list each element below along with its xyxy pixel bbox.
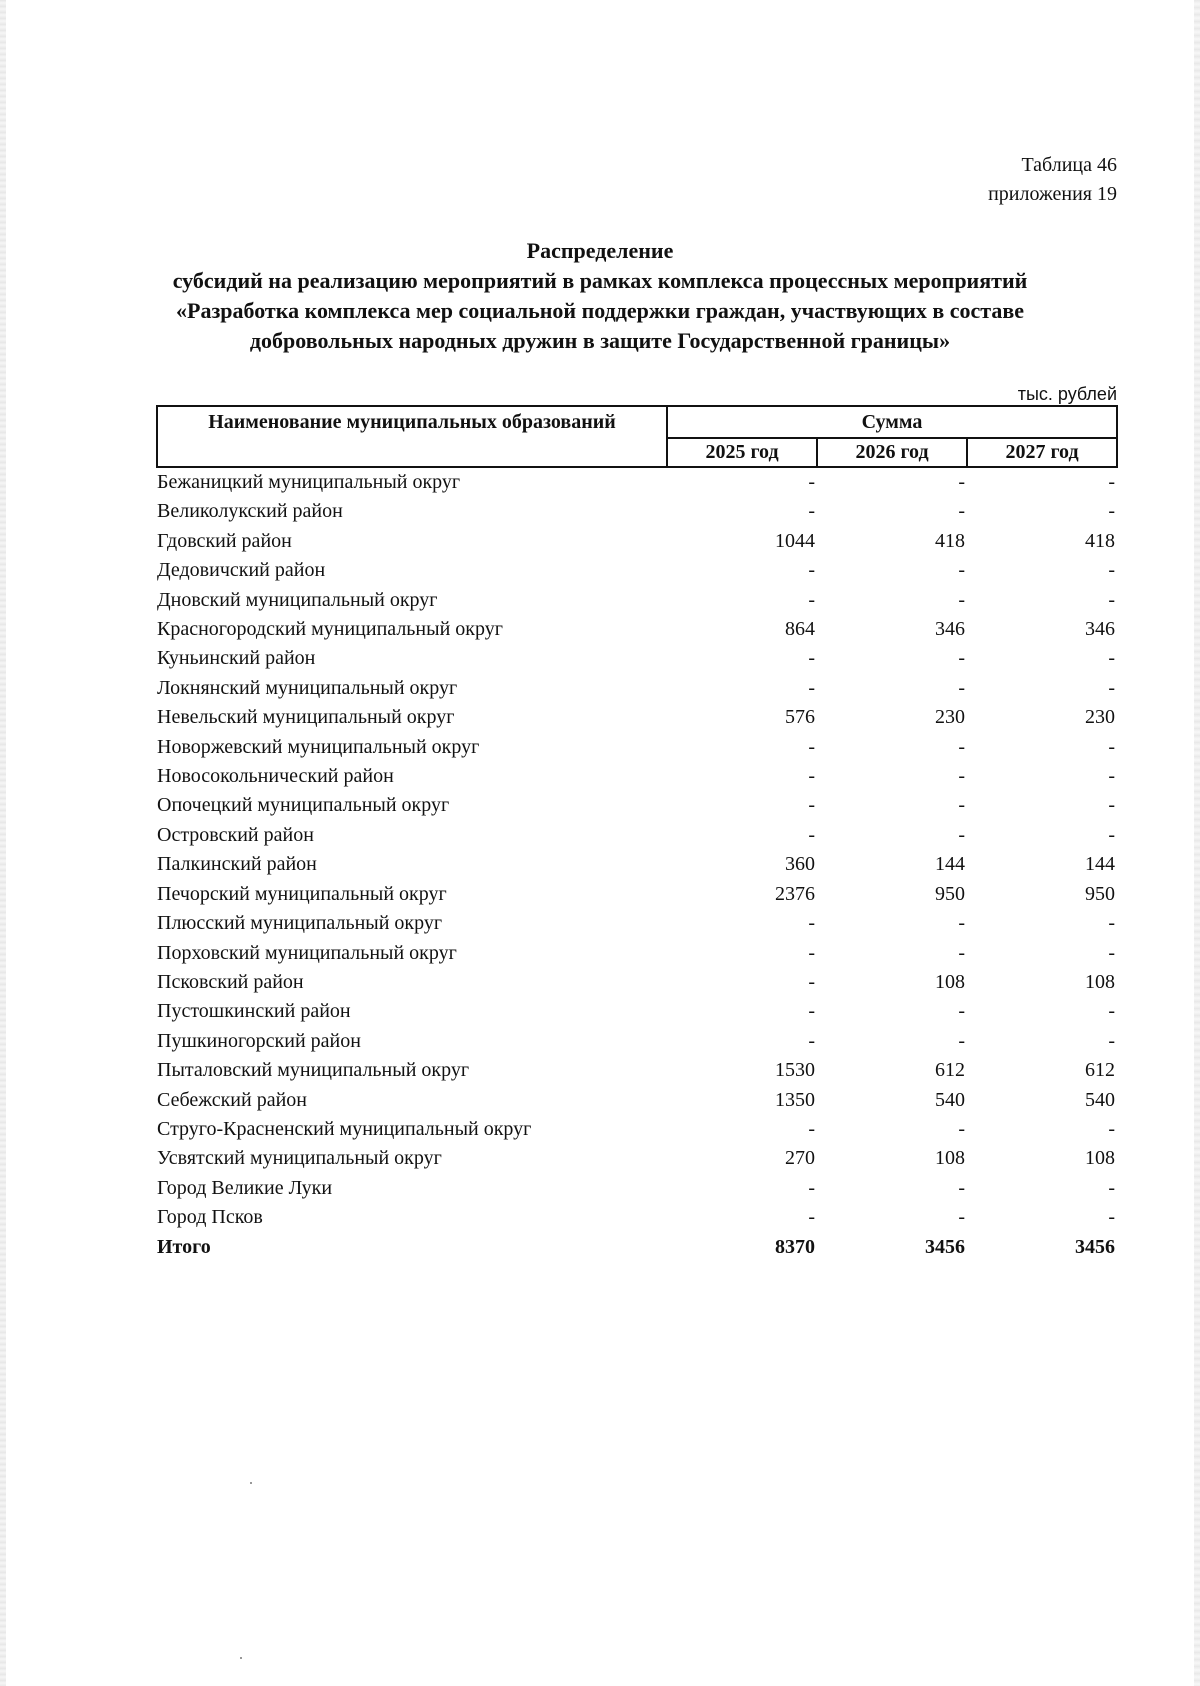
- value-2025: -: [808, 970, 815, 993]
- table-row: [157, 821, 1117, 850]
- table-row: [157, 1027, 1117, 1056]
- table-row: [157, 968, 1117, 997]
- title-line-1: Распределение: [526, 238, 674, 263]
- table-row: [157, 939, 1117, 968]
- table-row: [157, 586, 1117, 615]
- value-2026: -: [958, 471, 965, 493]
- total-label: Итого: [157, 1235, 211, 1258]
- table-row: [157, 556, 1117, 585]
- value-2026: 230: [935, 706, 965, 729]
- column-header-sum: Сумма: [667, 406, 1117, 438]
- table-row: [157, 527, 1117, 556]
- column-header-2026: 2026 год: [817, 438, 967, 467]
- value-2025: -: [808, 588, 815, 611]
- value-2027: 540: [1085, 1088, 1115, 1111]
- value-2027: -: [1108, 1206, 1115, 1229]
- value-2026: -: [958, 912, 965, 935]
- municipality-name: Куньинский район: [157, 647, 316, 670]
- scan-speck: [250, 1482, 252, 1484]
- municipality-name: Пыталовский муниципальный округ: [157, 1059, 470, 1082]
- municipality-name: Палкинский район: [157, 853, 317, 876]
- value-2027: -: [1108, 647, 1115, 670]
- column-header-name: Наименование муниципальных образований: [157, 406, 667, 467]
- value-2025: -: [808, 1000, 815, 1023]
- value-2026: -: [958, 588, 965, 611]
- value-2027: -: [1108, 794, 1115, 817]
- column-header-2027: 2027 год: [967, 438, 1117, 467]
- table-total-row: [157, 1233, 1117, 1262]
- title-line-3: «Разработка комплекса мер социальной поддержки граждан, участвующих в составе: [176, 298, 1024, 323]
- value-2026: -: [958, 1176, 965, 1199]
- value-2027: -: [1108, 500, 1115, 523]
- table-row: [157, 644, 1117, 673]
- value-2026: -: [958, 735, 965, 758]
- value-2025: 270: [785, 1147, 815, 1170]
- value-2025: -: [808, 500, 815, 523]
- municipality-name: Плюсский муниципальный округ: [157, 912, 443, 935]
- municipality-name: Дновский муниципальный округ: [157, 588, 438, 611]
- value-2026: 108: [935, 1147, 965, 1170]
- value-2026: -: [958, 500, 965, 523]
- table-body: [157, 467, 1117, 1262]
- table-row: [157, 615, 1117, 644]
- value-2025: -: [808, 912, 815, 935]
- municipality-name: Город Великие Луки: [157, 1176, 333, 1199]
- municipality-name: Гдовский район: [157, 529, 292, 552]
- table-row: [157, 1086, 1117, 1115]
- table-row: [157, 850, 1117, 879]
- municipality-name: Невельский муниципальный округ: [157, 706, 455, 729]
- total-value-2027: 3456: [1075, 1235, 1115, 1258]
- value-2027: -: [1108, 1176, 1115, 1199]
- municipality-name: Пустошкинский район: [157, 1000, 351, 1023]
- value-2027: 950: [1085, 882, 1115, 905]
- value-2026: -: [958, 823, 965, 846]
- value-2027: 230: [1085, 706, 1115, 729]
- table-row: [157, 1056, 1117, 1085]
- municipality-name: Новоржевский муниципальный округ: [157, 735, 480, 758]
- value-2026: 418: [935, 529, 965, 552]
- municipality-name: Опочецкий муниципальный округ: [157, 794, 450, 817]
- value-2025: 360: [785, 853, 815, 876]
- municipality-name: Город Псков: [157, 1206, 263, 1229]
- value-2027: 108: [1085, 1147, 1115, 1170]
- table-row: [157, 733, 1117, 762]
- total-value-2026: 3456: [925, 1235, 965, 1258]
- title-line-2: субсидий на реализацию мероприятий в рамках комплекса процессных мероприятий: [172, 268, 1028, 293]
- value-2026: -: [958, 1000, 965, 1023]
- table-row: [157, 909, 1117, 938]
- municipality-name: Псковский район: [157, 970, 304, 993]
- value-2025: 2376: [775, 882, 815, 905]
- value-2027: -: [1108, 588, 1115, 611]
- table-header-row: [157, 406, 1117, 438]
- value-2025: -: [808, 823, 815, 846]
- value-2025: 1530: [775, 1059, 815, 1082]
- table-row: [157, 1144, 1117, 1173]
- municipality-name: Красногородский муниципальный округ: [157, 618, 503, 641]
- value-2025: 1350: [775, 1088, 815, 1111]
- total-value-2025: 8370: [775, 1235, 815, 1258]
- table-row: [157, 703, 1117, 732]
- value-2026: 144: [935, 853, 965, 876]
- municipality-name: Усвятский муниципальный округ: [157, 1147, 442, 1170]
- value-2027: -: [1108, 559, 1115, 582]
- scan-edge-right: [1194, 0, 1200, 1686]
- table-number: Таблица 46: [1021, 154, 1117, 176]
- table-row: [157, 791, 1117, 820]
- value-2026: 540: [935, 1088, 965, 1111]
- value-2026: 108: [935, 970, 965, 993]
- municipality-name: Струго-Красненский муниципальный округ: [157, 1117, 532, 1140]
- table-row: [157, 1174, 1117, 1203]
- value-2026: -: [958, 559, 965, 582]
- value-2026: -: [958, 647, 965, 670]
- municipality-name: Себежский район: [157, 1088, 307, 1111]
- value-2025: -: [808, 471, 815, 493]
- municipality-name: Великолукский район: [157, 500, 343, 523]
- value-2025: -: [808, 735, 815, 758]
- value-2026: -: [958, 1206, 965, 1229]
- municipality-name: Новосокольнический район: [157, 765, 394, 788]
- value-2026: 346: [935, 618, 965, 641]
- municipality-name: Порховский муниципальный округ: [157, 941, 457, 964]
- appendix-number: приложения 19: [988, 183, 1117, 205]
- table-reference: [988, 151, 1117, 209]
- value-2026: 612: [935, 1059, 965, 1082]
- value-2025: 864: [785, 618, 815, 641]
- value-2026: -: [958, 1117, 965, 1140]
- value-2026: -: [958, 765, 965, 788]
- municipality-name: Печорский муниципальный округ: [157, 882, 447, 905]
- value-2025: -: [808, 1117, 815, 1140]
- value-2025: -: [808, 559, 815, 582]
- value-2027: -: [1108, 912, 1115, 935]
- value-2027: -: [1108, 676, 1115, 699]
- value-2025: 1044: [775, 529, 815, 552]
- table-row: [157, 1115, 1117, 1144]
- value-2026: -: [958, 941, 965, 964]
- scan-speck: [240, 1657, 242, 1659]
- table-row: [157, 497, 1117, 526]
- value-2025: -: [808, 647, 815, 670]
- value-2025: -: [808, 1176, 815, 1199]
- value-2027: -: [1108, 471, 1115, 493]
- value-2026: -: [958, 794, 965, 817]
- value-2026: -: [958, 676, 965, 699]
- value-2026: -: [958, 1029, 965, 1052]
- distribution-table: [156, 405, 1118, 1262]
- value-2027: -: [1108, 1000, 1115, 1023]
- value-2025: -: [808, 676, 815, 699]
- value-2027: -: [1108, 941, 1115, 964]
- value-2025: -: [808, 941, 815, 964]
- scan-edge-left: [0, 0, 6, 1686]
- value-2025: -: [808, 1029, 815, 1052]
- value-2027: -: [1108, 823, 1115, 846]
- table-row: [157, 674, 1117, 703]
- table-row: [157, 1203, 1117, 1232]
- table-row: [157, 997, 1117, 1026]
- column-header-2025: 2025 год: [667, 438, 817, 467]
- value-2025: -: [808, 794, 815, 817]
- value-2027: -: [1108, 735, 1115, 758]
- table-row: [157, 467, 1117, 497]
- municipality-name: Локнянский муниципальный округ: [157, 676, 458, 699]
- value-2027: -: [1108, 765, 1115, 788]
- table-row: [157, 762, 1117, 791]
- value-2027: 108: [1085, 970, 1115, 993]
- value-2025: -: [808, 765, 815, 788]
- municipality-name: Пушкиногорский район: [157, 1029, 361, 1052]
- value-2027: 418: [1085, 529, 1115, 552]
- table-row: [157, 880, 1117, 909]
- value-2026: 950: [935, 882, 965, 905]
- value-2027: 346: [1085, 618, 1115, 641]
- document-title: [140, 236, 1060, 356]
- value-2025: 576: [785, 706, 815, 729]
- municipality-name: Островский район: [157, 823, 314, 846]
- municipality-name: Дедовичский район: [157, 559, 326, 582]
- municipality-name: Бежаницкий муниципальный округ: [157, 471, 461, 493]
- value-2027: 144: [1085, 853, 1115, 876]
- value-2025: -: [808, 1206, 815, 1229]
- title-line-4: добровольных народных дружин в защите Государственной границы»: [249, 328, 951, 353]
- value-2027: -: [1108, 1029, 1115, 1052]
- units-label: тыс. рублей: [1017, 384, 1117, 404]
- value-2027: -: [1108, 1117, 1115, 1140]
- value-2027: 612: [1085, 1059, 1115, 1082]
